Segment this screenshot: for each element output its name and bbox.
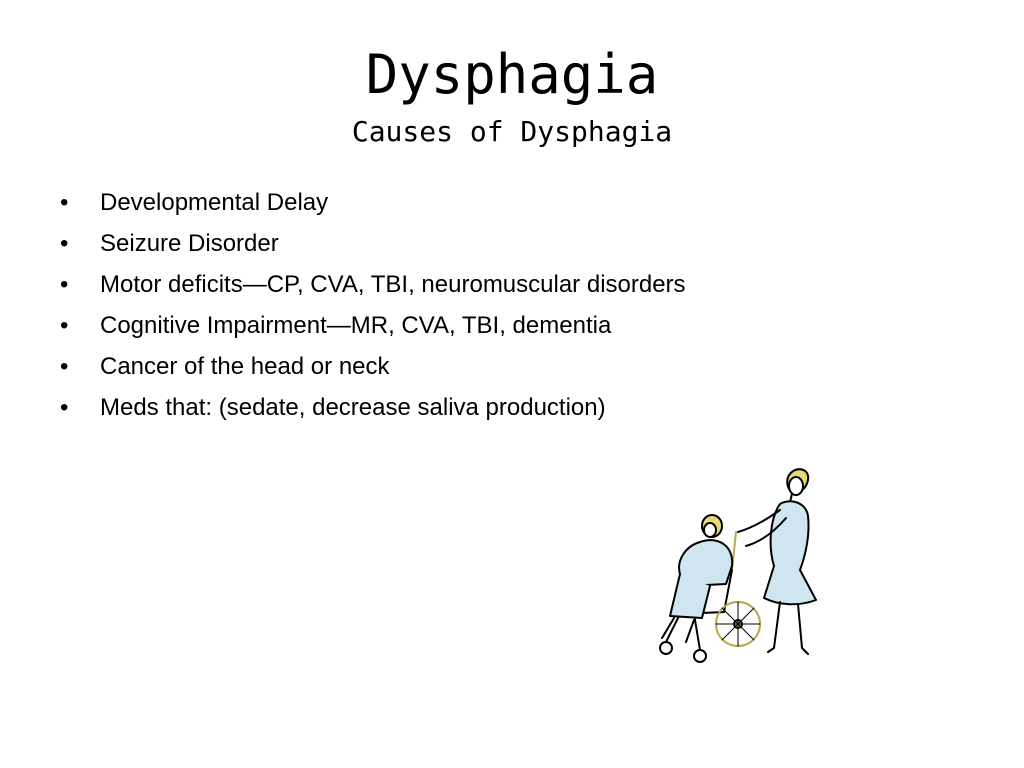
bullet-item [56, 389, 686, 430]
patient-figure [662, 515, 732, 642]
bullet-glyph: • [60, 271, 69, 298]
bullet-item [56, 348, 686, 389]
bullet-text: Seizure Disorder [100, 230, 279, 257]
bullet-item [56, 184, 686, 225]
bullet-item [56, 266, 686, 307]
bullet-text: Meds that: (sedate, decrease saliva production) [100, 394, 606, 421]
bullet-list [56, 184, 686, 430]
bullet-glyph: • [60, 230, 69, 257]
bullet-text: Developmental Delay [100, 189, 329, 216]
wheelchair-caregiver-illustration [640, 462, 830, 678]
bullet-text: Cancer of the head or neck [100, 353, 390, 380]
slide-subtitle: Causes of Dysphagia [351, 115, 673, 148]
caregiver-figure [738, 469, 816, 654]
bullet-glyph: • [60, 353, 69, 380]
bullet-item [56, 225, 686, 266]
bullet-text: Cognitive Impairment—MR, CVA, TBI, dementia [100, 312, 612, 339]
slide-title: Dysphagia [365, 43, 659, 106]
bullet-glyph: • [60, 312, 69, 339]
bullet-item [56, 307, 686, 348]
slide-title-block [0, 38, 1024, 152]
bullet-glyph: • [60, 189, 69, 216]
bullet-glyph: • [60, 394, 69, 421]
bullet-text: Motor deficits—CP, CVA, TBI, neuromuscular disorders [100, 271, 686, 298]
